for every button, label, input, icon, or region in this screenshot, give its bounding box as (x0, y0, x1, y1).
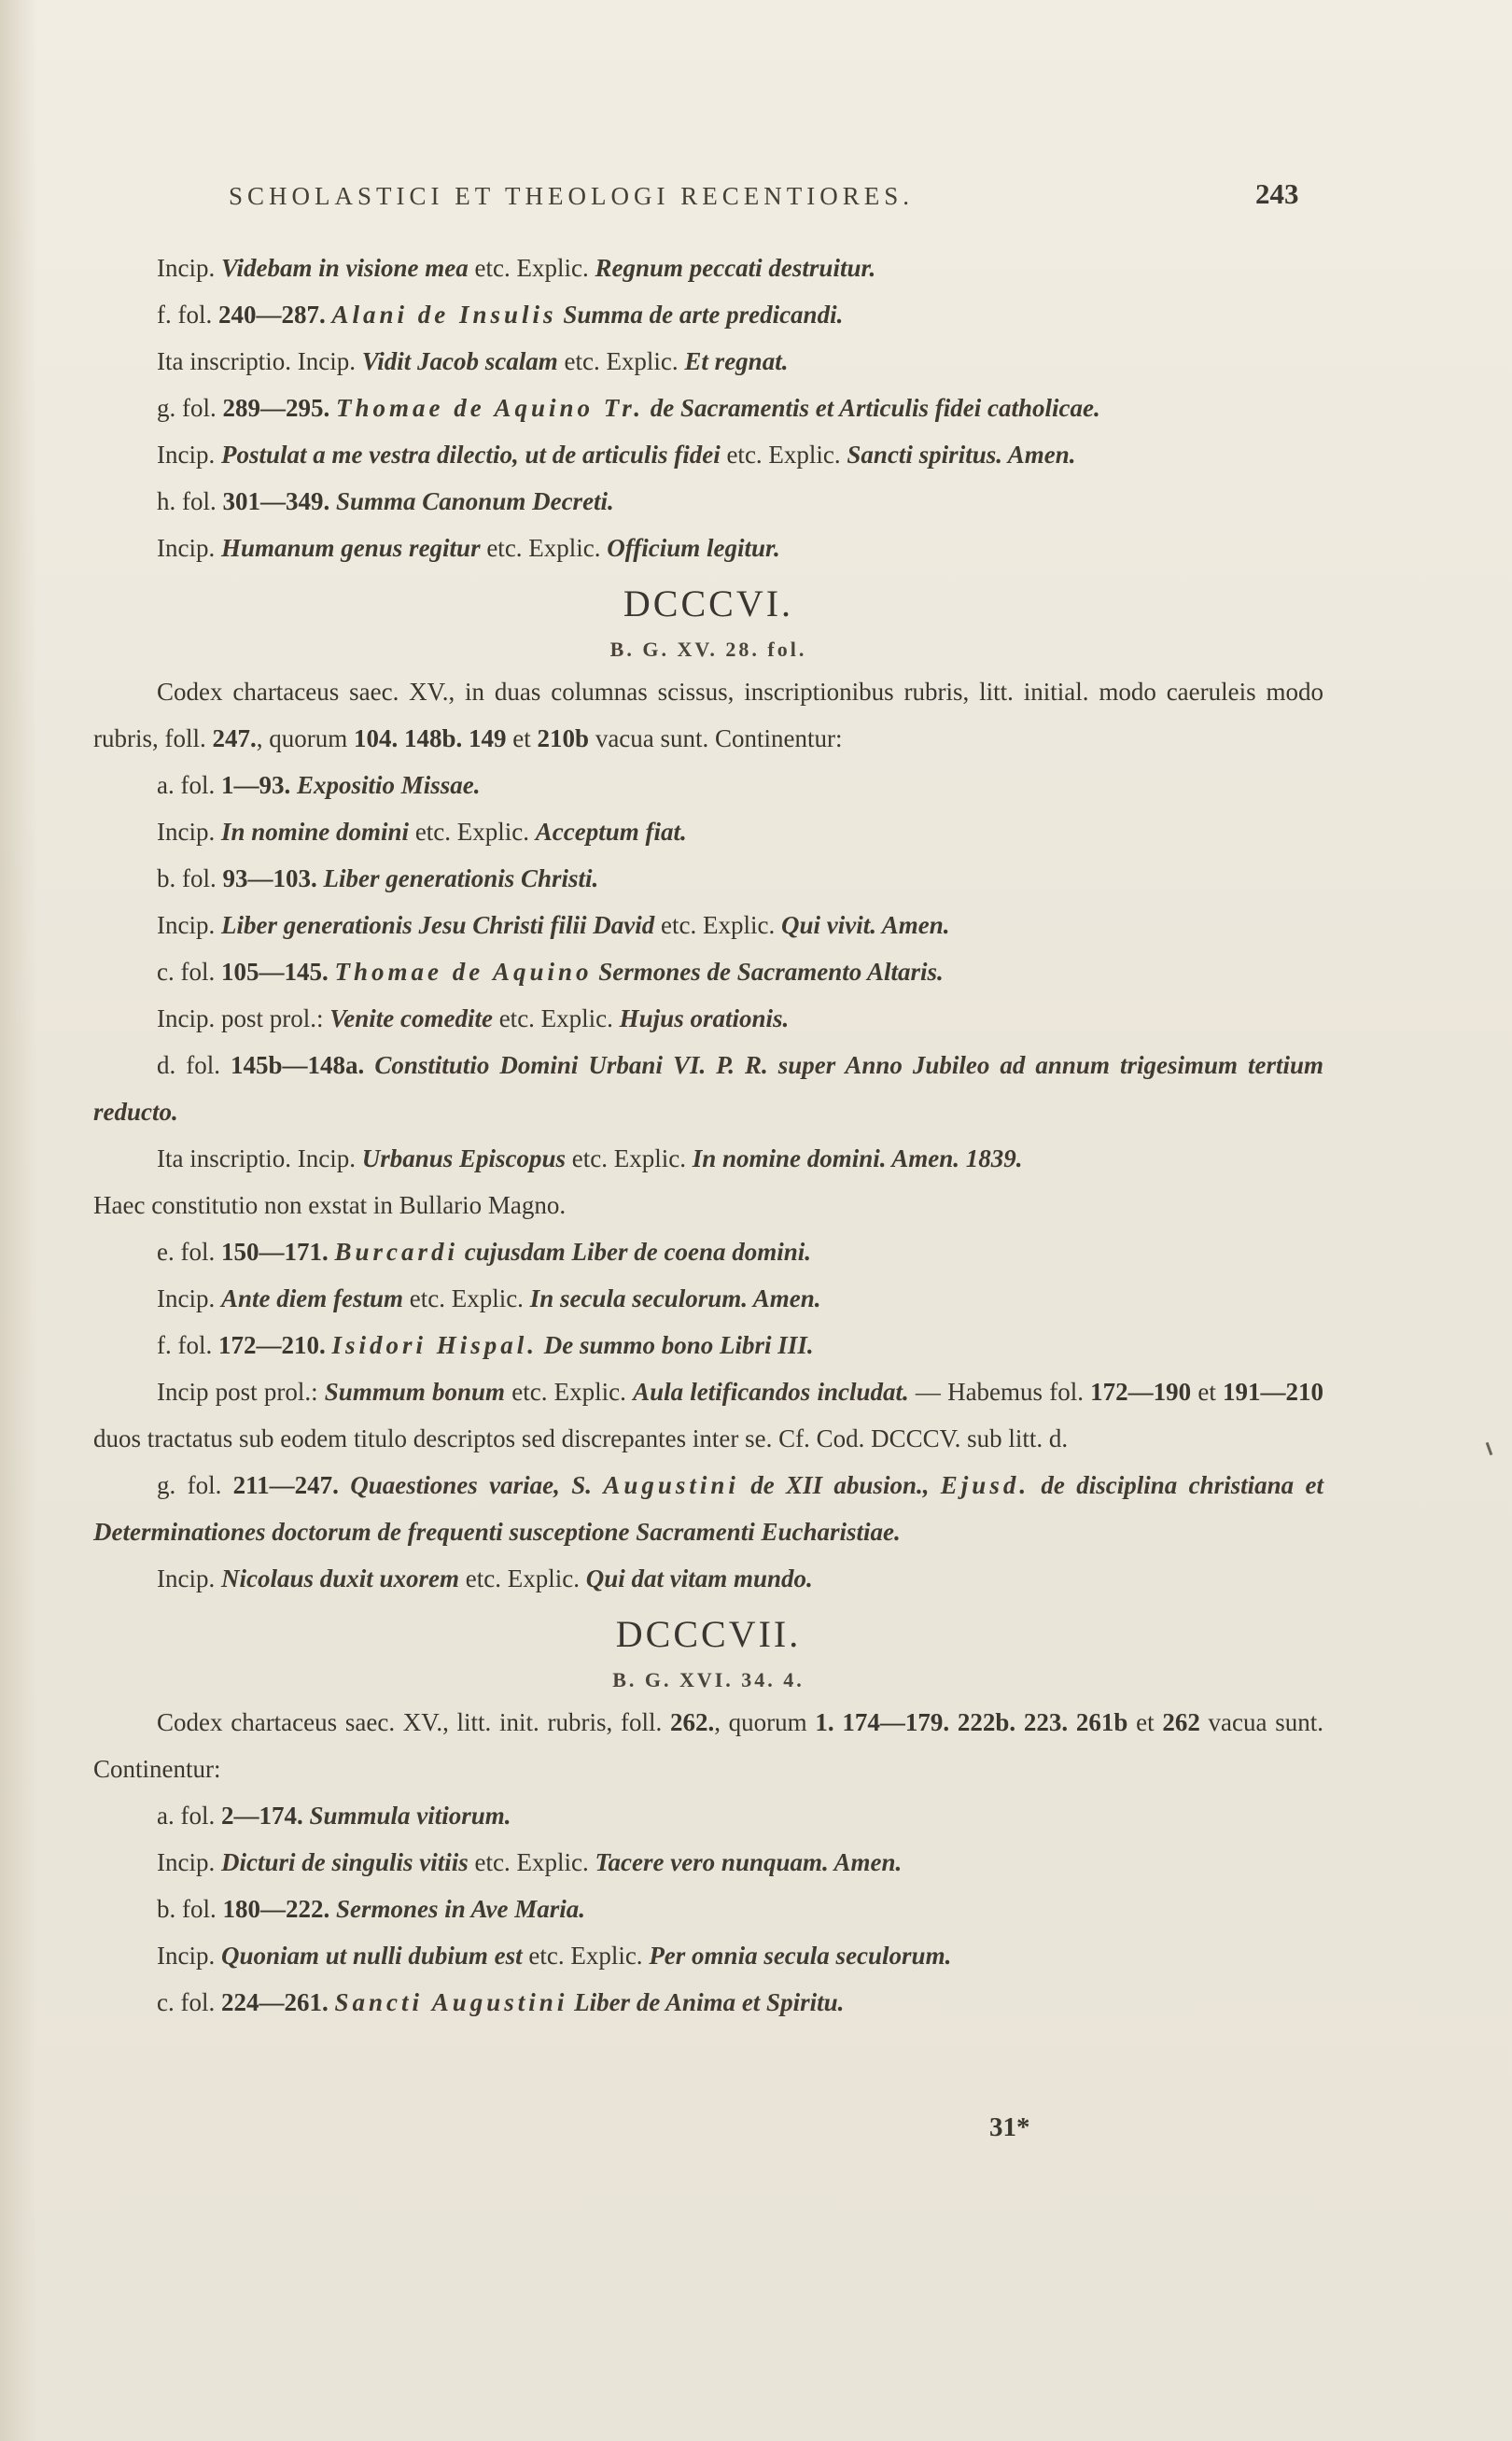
entry-line: Incip. Postulat a me vestra dilectio, ut de articulis fidei etc. Explic. Sancti spiritus. Amen. (157, 441, 1076, 469)
entry-line: e. fol. 150—171. Burcardi cujusdam Liber de coena domini. (157, 1238, 812, 1266)
page-edge-shadow (0, 0, 37, 2441)
entry-line: b. fol. 180—222. Sermones in Ave Maria. (157, 1895, 586, 1923)
entry-line: Incip. In nomine domini etc. Explic. Acceptum fiat. (157, 818, 687, 846)
entry-line: Incip post prol.: Summum bonum etc. Explic. Aula letificandos includat. — Habemus fol. 172—190 et 191—210 duos tractatus sub eodem titulo descriptos sed discrepantes inter se. Cf. Cod. DCCCV. sub litt. d. (93, 1378, 1324, 1452)
entry-line: Incip. Videbam in visione mea etc. Explic. Regnum peccati destruitur. (157, 254, 876, 282)
entry-line: Incip. Quoniam ut nulli dubium est etc. Explic. Per omnia secula seculorum. (157, 1942, 952, 1970)
codex-signature: B. G. XVI. 34. 4. (612, 1668, 805, 1691)
entry-line: Incip. Ante diem festum etc. Explic. In secula seculorum. Amen. (157, 1284, 821, 1312)
note-line: Haec constitutio non exstat in Bullario Magno. (93, 1191, 567, 1219)
codex-description: Codex chartaceus saec. XV., in duas columnas scissus, inscriptionibus rubris, litt. initial. modo caeruleis modo rubris, foll. 247., quorum 104. 148b. 149 et 210b vacua sunt. Continentur: (93, 678, 1323, 752)
codex-heading: DCCCVI. (623, 582, 794, 624)
entry-line: f. fol. 172—210. Isidori Hispal. De summo bono Libri III. (157, 1331, 814, 1359)
entry-line: a. fol. 2—174. Summula vitiorum. (157, 1802, 511, 1830)
entry-line: Ita inscriptio. Incip. Urbanus Episcopus etc. Explic. In nomine domini. Amen. 1839. (157, 1144, 1023, 1172)
entry-line: c. fol. 224—261. Sancti Augustini Liber de Anima et Spiritu. (157, 1988, 845, 2016)
codex-signature: B. G. XV. 28. fol. (609, 638, 807, 661)
entry-line: Incip. Humanum genus regitur etc. Explic. Officium legitur. (157, 534, 780, 562)
signature-mark: 31* (989, 2112, 1030, 2142)
entry-line: Incip. post prol.: Venite comedite etc. Explic. Hujus orationis. (157, 1004, 790, 1032)
entry-line: h. fol. 301—349. Summa Canonum Decreti. (157, 487, 614, 515)
margin-mark (1486, 1442, 1493, 1455)
entry-line: f. fol. 240—287. Alani de Insulis Summa de arte predicandi. (157, 301, 844, 329)
entry-line: Ita inscriptio. Incip. Vidit Jacob scalam etc. Explic. Et regnat. (157, 347, 789, 375)
entry-line: Incip. Liber generationis Jesu Christi filii David etc. Explic. Qui vivit. Amen. (157, 911, 950, 939)
page-body (93, 245, 1323, 2026)
running-head: SCHOLASTICI ET THEOLOGI RECENTIORES. (229, 182, 914, 210)
entry-line: d. fol. 145b—148a. Constitutio Domini Urbani VI. P. R. super Anno Jubileo ad annum trigesimum tertium reducto. (93, 1051, 1324, 1126)
codex-description: Codex chartaceus saec. XV., litt. init. rubris, foll. 262., quorum 1. 174—179. 222b. 223. 261b et 262 vacua sunt. Continentur: (93, 1708, 1323, 1783)
entry-line: b. fol. 93—103. Liber generationis Christi. (157, 864, 599, 892)
entry-line: g. fol. 289—295. Thomae de Aquino Tr. de Sacramentis et Articulis fidei catholicae. (157, 394, 1100, 422)
page-number: 243 (1255, 177, 1299, 210)
entry-line: a. fol. 1—93. Expositio Missae. (157, 771, 481, 799)
entry-line: g. fol. 211—247. Quaestiones variae, S. Augustini de XII abusion., Ejusd. de disciplina christiana et Determinationes doctorum de frequenti susceptione Sacramenti Eucharistiae. (93, 1471, 1323, 1546)
entry-line: Incip. Dicturi de singulis vitiis etc. Explic. Tacere vero nunquam. Amen. (157, 1848, 903, 1876)
entry-line: c. fol. 105—145. Thomae de Aquino Sermones de Sacramento Altaris. (157, 958, 944, 986)
entry-line: Incip. Nicolaus duxit uxorem etc. Explic. Qui dat vitam mundo. (157, 1564, 813, 1592)
codex-heading: DCCCVII. (615, 1613, 802, 1655)
